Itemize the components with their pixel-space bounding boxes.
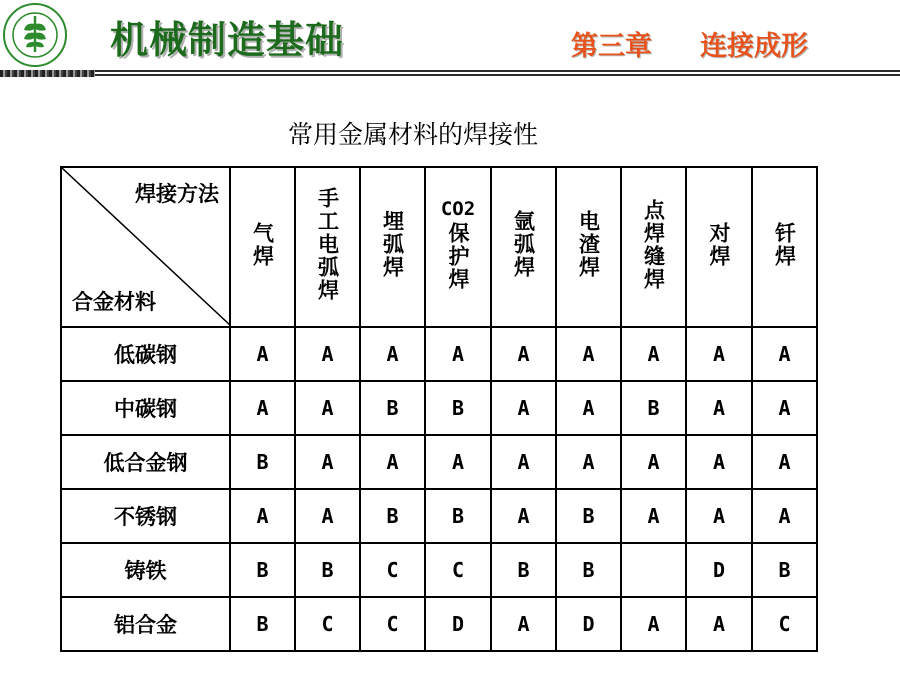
- chapter-number: 第三章: [571, 31, 652, 62]
- grade-cell: B: [491, 543, 556, 597]
- method-header-cell: [491, 167, 556, 327]
- grade-cell: A: [752, 435, 817, 489]
- grade-cell: A: [295, 489, 360, 543]
- grade-cell: B: [425, 381, 491, 435]
- table-header-row: [61, 167, 817, 327]
- grade-cell: B: [230, 597, 295, 651]
- material-cell: 铸铁: [61, 543, 230, 597]
- grade-cell: A: [752, 381, 817, 435]
- grade-cell: A: [621, 489, 686, 543]
- material-cell: 铝合金: [61, 597, 230, 651]
- grade-cell: B: [752, 543, 817, 597]
- table-row: [61, 543, 817, 597]
- method-header-cell: [686, 167, 752, 327]
- method-prefix: CO2: [440, 198, 476, 220]
- table-row: [61, 381, 817, 435]
- method-header-cell: [556, 167, 621, 327]
- grade-cell: B: [230, 543, 295, 597]
- method-header-cell: [425, 167, 491, 327]
- table-row: [61, 597, 817, 651]
- table-row: [61, 327, 817, 381]
- grade-cell: A: [230, 381, 295, 435]
- grade-cell: B: [360, 381, 425, 435]
- grade-cell: A: [686, 435, 752, 489]
- method-label: 电渣焊: [576, 210, 601, 279]
- method-header-cell: [621, 167, 686, 327]
- grade-cell: A: [686, 381, 752, 435]
- row-axis-label: 合金材料: [72, 290, 156, 314]
- method-label: 埋弧焊: [380, 210, 405, 279]
- grade-cell: A: [295, 381, 360, 435]
- material-cell: 不锈钢: [61, 489, 230, 543]
- grade-cell: A: [360, 435, 425, 489]
- method-label: 气焊: [250, 221, 275, 268]
- corner-header-cell: [61, 167, 230, 327]
- grade-cell: C: [360, 543, 425, 597]
- method-header-cell: [295, 167, 360, 327]
- grade-cell: C: [752, 597, 817, 651]
- chapter-name: 连接成形: [700, 31, 808, 62]
- grade-cell: C: [425, 543, 491, 597]
- grade-cell: A: [686, 597, 752, 651]
- grade-cell: B: [425, 489, 491, 543]
- material-cell: 低合金钢: [61, 435, 230, 489]
- weldability-table: [60, 166, 818, 652]
- grade-cell: B: [360, 489, 425, 543]
- method-label: 对焊: [707, 221, 731, 268]
- method-label: 保护焊: [446, 222, 470, 291]
- method-header-cell: [230, 167, 295, 327]
- method-label: 点焊缝焊: [641, 198, 666, 291]
- grade-cell: A: [295, 327, 360, 381]
- grade-cell: A: [491, 597, 556, 651]
- grade-cell: B: [230, 435, 295, 489]
- method-label: 氩弧焊: [511, 210, 536, 279]
- grade-cell: A: [752, 489, 817, 543]
- grade-cell: A: [491, 381, 556, 435]
- method-label: 手工电弧焊: [315, 187, 340, 302]
- grade-cell: D: [425, 597, 491, 651]
- university-seal-icon: [2, 2, 68, 68]
- grade-cell: B: [556, 543, 621, 597]
- method-label: 钎焊: [772, 221, 797, 268]
- grade-cell: A: [621, 327, 686, 381]
- grade-cell: A: [295, 435, 360, 489]
- method-header-cell: [360, 167, 425, 327]
- grade-cell: A: [491, 327, 556, 381]
- method-header-cell: [752, 167, 817, 327]
- grade-cell: B: [295, 543, 360, 597]
- material-cell: 中碳钢: [61, 381, 230, 435]
- grade-cell: C: [295, 597, 360, 651]
- grade-cell: [621, 543, 686, 597]
- grade-cell: A: [491, 489, 556, 543]
- grade-cell: A: [621, 597, 686, 651]
- material-cell: 低碳钢: [61, 327, 230, 381]
- grade-cell: C: [360, 597, 425, 651]
- grade-cell: A: [556, 327, 621, 381]
- grade-cell: A: [686, 327, 752, 381]
- page-title: 机械制造基础: [110, 18, 345, 62]
- table-title: 常用金属材料的焊接性: [287, 120, 538, 149]
- grade-cell: B: [556, 489, 621, 543]
- grade-cell: A: [491, 435, 556, 489]
- grade-cell: A: [752, 327, 817, 381]
- column-axis-label: 焊接方法: [135, 182, 219, 206]
- grade-cell: A: [556, 435, 621, 489]
- table-row: [61, 489, 817, 543]
- grade-cell: D: [686, 543, 752, 597]
- grade-cell: A: [360, 327, 425, 381]
- grade-cell: A: [230, 489, 295, 543]
- header-divider: [0, 70, 900, 77]
- grade-cell: A: [556, 381, 621, 435]
- grade-cell: A: [425, 327, 491, 381]
- grade-cell: A: [621, 435, 686, 489]
- grade-cell: A: [425, 435, 491, 489]
- grade-cell: A: [230, 327, 295, 381]
- table-row: [61, 435, 817, 489]
- grade-cell: B: [621, 381, 686, 435]
- grade-cell: A: [686, 489, 752, 543]
- grade-cell: D: [556, 597, 621, 651]
